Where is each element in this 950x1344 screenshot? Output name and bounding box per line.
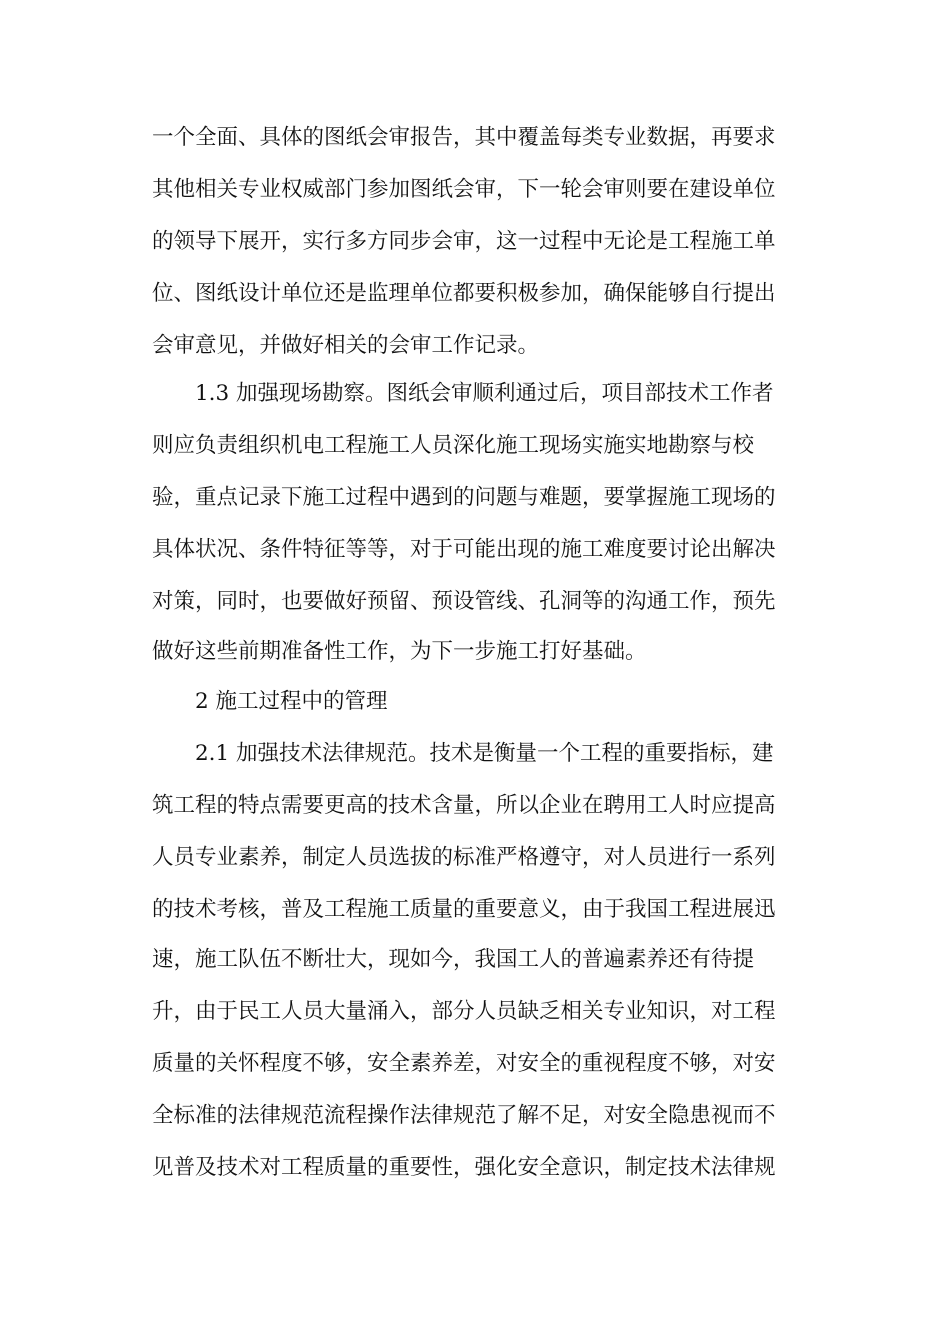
text-line: 速，施工队伍不断壮大，现如今，我国工人的普遍素养还有待提: [152, 947, 755, 972]
text-line: 做好这些前期准备性工作，为下一步施工打好基础。: [152, 639, 647, 664]
text-line: 见普及技术对工程质量的重要性，强化安全意识，制定技术法律规: [152, 1155, 776, 1180]
section-heading-line: 1.3 加强现场勘察。图纸会审顺利通过后，项目部技术工作者: [195, 381, 774, 406]
text-line: 验，重点记录下施工过程中遇到的问题与难题，要掌握施工现场的: [152, 485, 776, 510]
text-line: 一个全面、具体的图纸会审报告，其中覆盖每类专业数据，再要求: [152, 125, 776, 150]
text-line: 全标准的法律规范流程操作法律规范了解不足，对安全隐患视而不: [152, 1103, 776, 1128]
text-line: 质量的关怀程度不够，安全素养差，对安全的重视程度不够，对安: [152, 1051, 776, 1076]
text-line: 的领导下展开，实行多方同步会审，这一过程中无论是工程施工单: [152, 229, 776, 254]
text-line: 筑工程的特点需要更高的技术含量，所以企业在聘用工人时应提高: [152, 793, 776, 818]
text-line: 对策，同时，也要做好预留、预设管线、孔洞等的沟通工作，预先: [152, 589, 776, 614]
text-line: 位、图纸设计单位还是监理单位都要积极参加，确保能够自行提出: [152, 281, 776, 306]
text-line: 的技术考核，普及工程施工质量的重要意义，由于我国工程进展迅: [152, 897, 776, 922]
text-line: 升，由于民工人员大量涌入，部分人员缺乏相关专业知识，对工程: [152, 999, 776, 1024]
text-line: 则应负责组织机电工程施工人员深化施工现场实施实地勘察与校: [152, 433, 755, 458]
section-heading: 2 施工过程中的管理: [195, 689, 388, 714]
text-line: 会审意见，并做好相关的会审工作记录。: [152, 333, 540, 358]
text-line: 人员专业素养，制定人员选拔的标准严格遵守，对人员进行一系列: [152, 845, 776, 870]
text-line: 其他相关专业权威部门参加图纸会审，下一轮会审则要在建设单位: [152, 177, 776, 202]
section-heading-line: 2.1 加强技术法律规范。技术是衡量一个工程的重要指标，建: [195, 741, 774, 766]
text-line: 具体状况、条件特征等等，对于可能出现的施工难度要讨论出解决: [152, 537, 776, 562]
